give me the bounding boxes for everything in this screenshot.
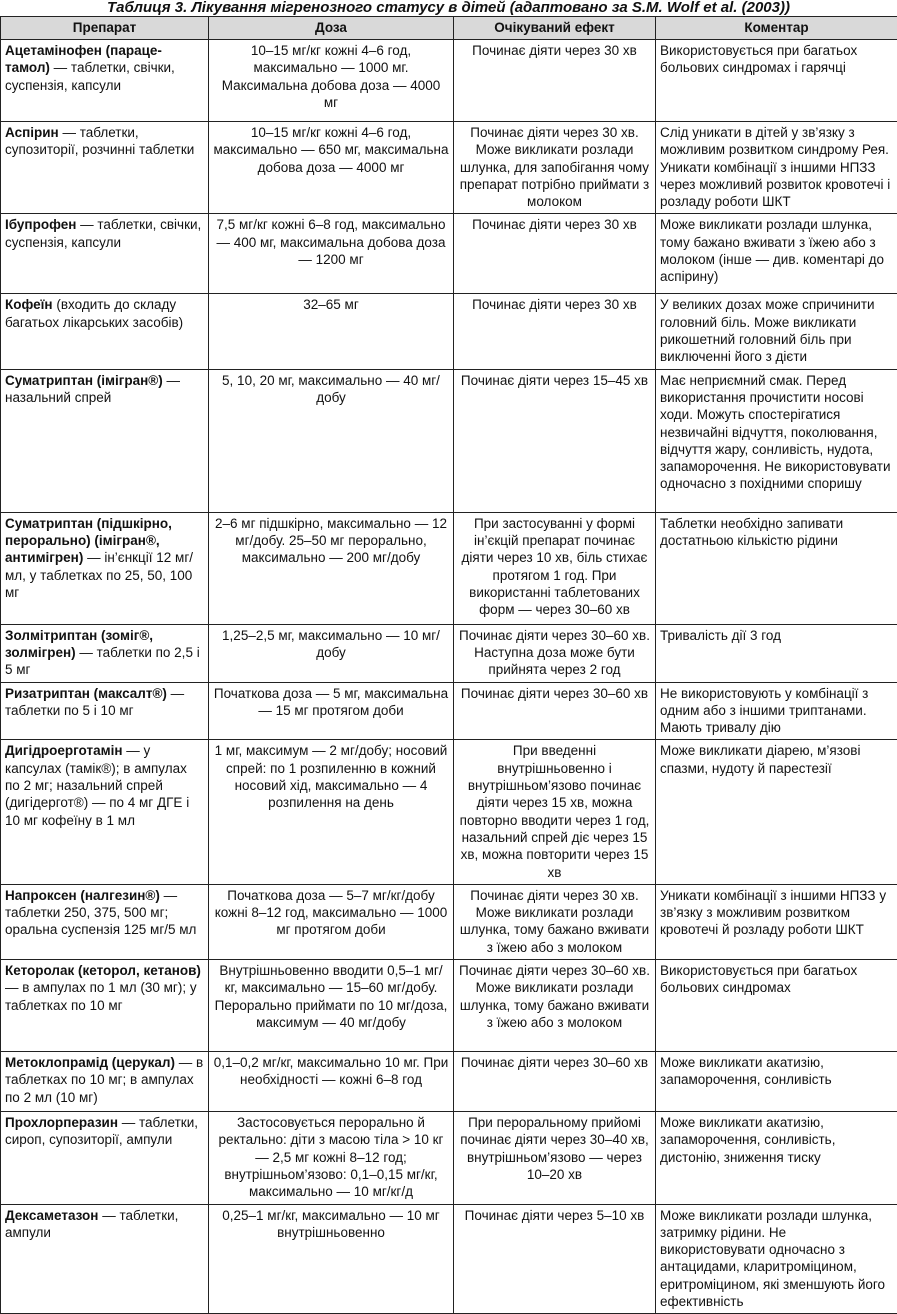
effect-cell: Починає діяти через 15–45 хв: [454, 369, 656, 512]
header-drug: Препарат: [1, 17, 209, 40]
header-row: [1, 17, 897, 40]
drug-forms: — ін’єнкції 12 мг/мл, у таблетках по 25, 50, 100 мг: [5, 550, 193, 600]
drug-name: Ацетамінофен (параце-тамол): [5, 43, 162, 75]
drug-forms: — таблетки 250, 375, 500 мг; оральна суспензія 125 мг/5 мл: [5, 888, 196, 938]
comment-cell: Не використовують у комбінації з одним або з іншими триптанами. Мають тривалу дію: [656, 682, 897, 740]
table-row: [1, 122, 897, 214]
drug-cell: [1, 960, 209, 1052]
effect-cell: При застосуванні у формі ін’єкцій препарат починає діяти через 10 хв, біль стихає протягом 1 год. При використанні таблетованих форм — через 30–60 хв: [454, 512, 656, 624]
comment-cell: Може викликати розлади шлунка, затримку рідини. Не використовувати одночасно з антацидами, кларитроміцином, еритроміцином, які зменшують його ефективність: [656, 1204, 897, 1314]
drug-forms: — в таблетках по 10 мг; в ампулах по 2 мл (10 мг): [5, 1055, 203, 1105]
comment-cell: Може викликати діарею, м’язові спазми, нудоту й парестезії: [656, 740, 897, 884]
drug-name: Суматриптан (підшкірно, перорально) (імігран®, антимігрен): [5, 516, 172, 566]
table-row: [1, 1204, 897, 1314]
drug-cell: [1, 369, 209, 512]
effect-cell: Починає діяти через 30–60 хв. Наступна доза може бути прийнята через 2 год: [454, 624, 656, 682]
drug-cell: [1, 1112, 209, 1204]
table-row: [1, 884, 897, 959]
dose-cell: 1,25–2,5 мг, максимально — 10 мг/добу: [209, 624, 454, 682]
drug-cell: [1, 122, 209, 214]
drug-cell: [1, 1204, 209, 1314]
effect-cell: Починає діяти через 30–60 хв. Може викликати розлади шлунка, тому бажано вживати з їжею або з молоком: [454, 960, 656, 1052]
dose-cell: 10–15 мг/кг кожні 4–6 год, максимально — 1000 мг. Максимальна добова доза — 4000 мг: [209, 40, 454, 122]
comment-cell: Може викликати акатизію, запаморочення, сонливість: [656, 1052, 897, 1112]
effect-cell: Починає діяти через 30–60 хв: [454, 1052, 656, 1112]
effect-cell: Починає діяти через 30 хв. Може викликати розлади шлунка, для запобігання чому препарат потрібно приймати з молоком: [454, 122, 656, 214]
drug-name: Дексаметазон: [5, 1208, 98, 1223]
comment-cell: Слід уникати в дітей у зв’язку з можливим розвитком синдрому Рея. Уникати комбінації з іншими НПЗЗ через можливий розвиток кровотечі і розладу роботи ШКТ: [656, 122, 897, 214]
table-row: [1, 1112, 897, 1204]
table-row: [1, 369, 897, 512]
dose-cell: 5, 10, 20 мг, максимально — 40 мг/добу: [209, 369, 454, 512]
dose-cell: Початкова доза — 5–7 мг/кг/добу кожні 8–12 год, максимально — 1000 мг протягом доби: [209, 884, 454, 959]
effect-cell: Починає діяти через 30 хв: [454, 294, 656, 369]
table-row: [1, 960, 897, 1052]
dose-cell: 1 мг, максимум — 2 мг/добу; носовий спрей: по 1 розпиленню в кожний носовий хід, максимально — 4 розпилення на день: [209, 740, 454, 884]
drug-forms: — таблетки, свічки, суспензія, капсули: [5, 217, 201, 249]
header-comment: Коментар: [656, 17, 897, 40]
drug-forms: — таблетки, ампули: [5, 1208, 178, 1240]
drug-forms: — таблетки по 2,5 і 5 мг: [5, 645, 200, 677]
header-dose: Доза: [209, 17, 454, 40]
dose-cell: Внутрішньовенно вводити 0,5–1 мг/кг, максимально — 15–60 мг/добу. Перорально приймати по 10 мг/доза, максимум — 40 мг/добу: [209, 960, 454, 1052]
drug-name: Кеторолак (кеторол, кетанов): [5, 963, 201, 978]
drug-name: Метоклопрамід (церукал): [5, 1055, 175, 1070]
drug-name: Аспірин: [5, 125, 59, 140]
comment-cell: Тривалість дії 3 год: [656, 624, 897, 682]
effect-cell: Починає діяти через 30–60 хв: [454, 682, 656, 740]
drug-forms: — таблетки, сироп, супозиторії, ампули: [5, 1115, 198, 1147]
drug-forms: — у капсулах (тамік®); в ампулах по 2 мг; назальний спрей (дигідергот®) — по 4 мг ДГЕ і 10 мг кофеїну в 1 мл: [5, 743, 189, 827]
effect-cell: Починає діяти через 30 хв. Може викликати розлади шлунка, тому бажано вживати з їжею або з молоком: [454, 884, 656, 959]
drug-cell: [1, 214, 209, 294]
drug-forms: — в ампулах по 1 мл (30 мг); у таблетках по 10 мг: [5, 980, 197, 1012]
drug-name: Ібупрофен: [5, 217, 76, 232]
drug-name: Суматриптан (імігран®): [5, 373, 163, 388]
comment-cell: Використовується при багатьох больових синдромах і гарячці: [656, 40, 897, 122]
drug-cell: [1, 740, 209, 884]
drug-name: Золмітриптан (зоміг®, золмігрен): [5, 628, 153, 660]
header-effect: Очікуваний ефект: [454, 17, 656, 40]
table-row: [1, 214, 897, 294]
dose-cell: 0,1–0,2 мг/кг, максимально 10 мг. При необхідності — кожні 6–8 год: [209, 1052, 454, 1112]
drug-cell: [1, 1052, 209, 1112]
drug-cell: [1, 512, 209, 624]
drug-cell: [1, 40, 209, 122]
dose-cell: 7,5 мг/кг кожні 6–8 год, максимально — 400 мг, максимальна добова доза — 1200 мг: [209, 214, 454, 294]
comment-cell: Може викликати розлади шлунка, тому бажано вживати з їжею або з молоком (інше — див. коментарі до аспірину): [656, 214, 897, 294]
effect-cell: Починає діяти через 30 хв: [454, 40, 656, 122]
table-caption: Таблиця 3. Лікування мігренозного статусу в дітей (адаптовано за S.M. Wolf et al. (2003)): [0, 0, 897, 16]
drug-cell: [1, 294, 209, 369]
effect-cell: Починає діяти через 5–10 хв: [454, 1204, 656, 1314]
table-row: [1, 512, 897, 624]
effect-cell: При пероральному прийомі починає діяти через 30–40 хв, внутрішньом’язово — через 10–20 хв: [454, 1112, 656, 1204]
comment-cell: Таблетки необхідно запивати достатньою кількістю рідини: [656, 512, 897, 624]
dose-cell: 32–65 мг: [209, 294, 454, 369]
drug-name: Кофеїн: [5, 297, 53, 312]
drug-name: Дигідроерготамін: [5, 743, 122, 758]
dose-cell: 0,25–1 мг/кг, максимально — 10 мг внутрішньовенно: [209, 1204, 454, 1314]
drug-cell: [1, 682, 209, 740]
drug-cell: [1, 884, 209, 959]
comment-cell: Уникати комбінації з іншими НПЗЗ у зв’язку з можливим розвитком кровотечі й розладу роботи ШКТ: [656, 884, 897, 959]
effect-cell: При введенні внутрішньовенно і внутрішньом’язово починає діяти через 15 хв, можна повторно вводити через 1 год, назальний спрей діє через 15 хв, можна повторити через 15 хв: [454, 740, 656, 884]
drug-forms: — таблетки, свічки, суспензія, капсули: [5, 60, 175, 92]
table-row: [1, 682, 897, 740]
drug-forms: — таблетки по 5 і 10 мг: [5, 686, 184, 718]
dose-cell: 10–15 мг/кг кожні 4–6 год, максимально — 650 мг, максимальна добова доза — 4000 мг: [209, 122, 454, 214]
comment-cell: Має неприємний смак. Перед використання прочистити носові ходи. Можуть спостерігатися незвичайні відчуття, поколювання, відчуття жару, сонливість, нудота, запаморочення. Не використовувати одночасно з похідними споришу: [656, 369, 897, 512]
drug-cell: [1, 624, 209, 682]
table-row: [1, 740, 897, 884]
drug-name: Напроксен (налгезин®): [5, 888, 160, 903]
table-row: [1, 1052, 897, 1112]
drug-forms: — таблетки, супозиторії, розчинні таблетки: [5, 125, 194, 157]
drug-forms: (входить до складу багатьох лікарських засобів): [5, 297, 183, 329]
dose-cell: 2–6 мг підшкірно, максимально — 12 мг/добу. 25–50 мг перорально, максимально — 200 мг/добу: [209, 512, 454, 624]
table-row: [1, 40, 897, 122]
comment-cell: Може викликати акатизію, запаморочення, сонливість, дистонію, зниження тиску: [656, 1112, 897, 1204]
dose-cell: Початкова доза — 5 мг, максимальна — 15 мг протягом доби: [209, 682, 454, 740]
table-row: [1, 624, 897, 682]
comment-cell: У великих дозах може спричинити головний біль. Може викликати рикошетний головний біль при виключенні його з дієти: [656, 294, 897, 369]
drug-name: Прохлорперазин: [5, 1115, 118, 1130]
effect-cell: Починає діяти через 30 хв: [454, 214, 656, 294]
dose-cell: Застосовується перорально й ректально: діти з масою тіла > 10 кг — 2,5 мг кожні 8–12 год; внутрішньом’язово: 0,1–0,15 мг/кг, максимально — 10 мг/кг/д: [209, 1112, 454, 1204]
drug-forms: — назальний спрей: [5, 373, 180, 405]
comment-cell: Використовується при багатьох больових синдромах: [656, 960, 897, 1052]
drug-name: Ризатриптан (максалт®): [5, 686, 167, 701]
treatment-table: [0, 16, 897, 1314]
table-row: [1, 294, 897, 369]
